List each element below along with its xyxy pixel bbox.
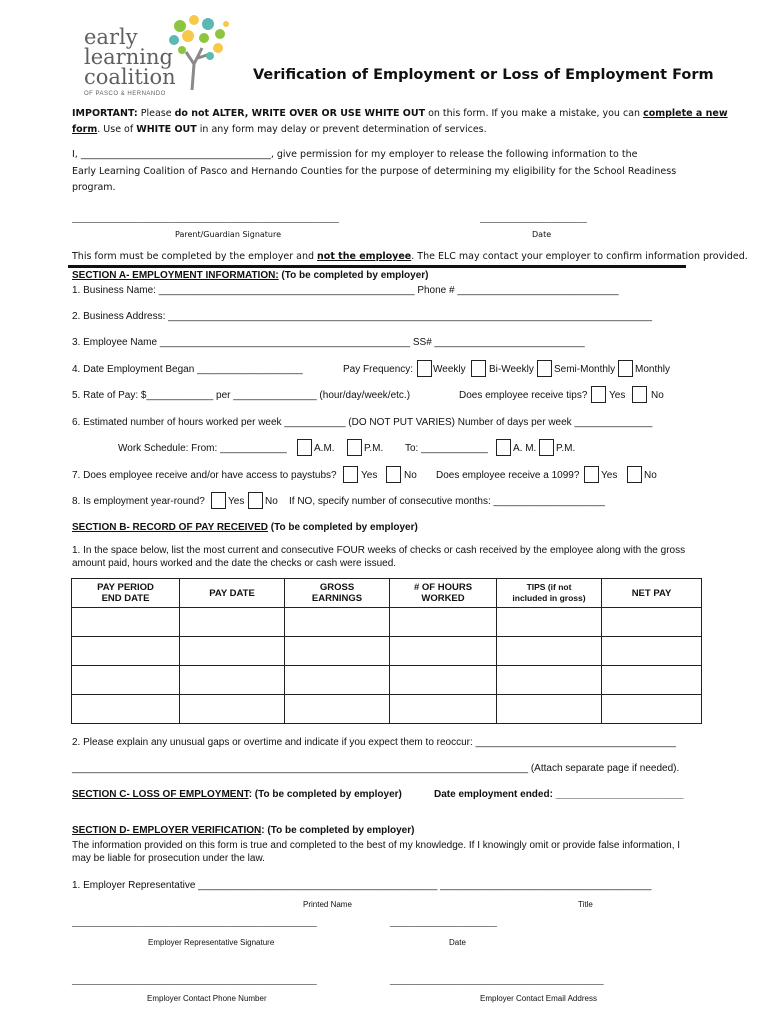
biweekly-checkbox[interactable] xyxy=(471,360,486,377)
table-cell[interactable] xyxy=(390,608,497,637)
year-round-yes-checkbox[interactable] xyxy=(211,492,226,509)
table-cell[interactable] xyxy=(72,637,180,666)
text: : (To be completed by employer) xyxy=(261,825,415,836)
text: (To be completed by employer) xyxy=(278,270,429,281)
table-cell[interactable] xyxy=(285,637,390,666)
text: SECTION B- RECORD OF PAY RECEIVED xyxy=(72,522,268,533)
parent-date-line[interactable]: ________________________ xyxy=(480,214,587,223)
section-b-instruction-1: 1. In the space below, list the most current and consecutive FOUR weeks of checks or cash received by the employee along with the gross xyxy=(72,545,686,556)
table-cell[interactable] xyxy=(285,608,390,637)
phone-label: Employer Contact Phone Number xyxy=(147,994,267,1003)
text: EARNINGS xyxy=(311,593,363,604)
text: GROSS xyxy=(319,582,355,593)
email-label: Employer Contact Email Address xyxy=(480,994,597,1003)
text: on this form. If you make a mistake, you can xyxy=(425,108,644,119)
rate-of-pay-field[interactable]: 5. Rate of Pay: $____________ per _______________ (hour/day/week/etc.) xyxy=(72,390,411,401)
text: included in gross) xyxy=(512,593,586,603)
schedule-to-field[interactable]: To: ____________ xyxy=(405,443,488,454)
paystubs-yes-checkbox[interactable] xyxy=(343,466,358,483)
table-cell[interactable] xyxy=(497,695,602,724)
text: not the employee xyxy=(317,251,412,262)
hours-per-week-field[interactable]: 6. Estimated number of hours worked per week ___________ (DO NOT PUT VARIES) Number of days per week ______________ xyxy=(72,417,653,428)
printed-name-label: Printed Name xyxy=(303,900,352,909)
text: END DATE xyxy=(101,593,150,604)
table-header-row xyxy=(72,579,702,608)
important-label: IMPORTANT: xyxy=(72,108,138,119)
employer-note xyxy=(72,251,748,262)
unusual-gaps-field-2[interactable]: __________________________________________________________________________________ (Attach separate page if needed). xyxy=(72,763,680,774)
schedule-from-field[interactable]: Work Schedule: From: ____________ xyxy=(118,443,287,454)
col-net-pay xyxy=(602,579,702,608)
rep-date-label: Date xyxy=(449,938,466,947)
from-pm-label: P.M. xyxy=(364,443,384,454)
logo-word-coalition: coalition xyxy=(84,65,176,89)
year-round-yes-label: Yes xyxy=(228,496,245,507)
table-cell[interactable] xyxy=(497,637,602,666)
table-cell[interactable] xyxy=(497,666,602,695)
text: do not ALTER, WRITE OVER OR USE WHITE OUT xyxy=(174,108,426,119)
important-line-1 xyxy=(72,108,728,119)
consecutive-months-field[interactable]: If NO, specify number of consecutive months: ____________________ xyxy=(289,496,605,507)
section-c-heading xyxy=(72,789,402,800)
from-pm-checkbox[interactable] xyxy=(347,439,362,456)
text: SECTION C- LOSS OF EMPLOYMENT xyxy=(72,789,249,800)
section-b-instruction-2: amount paid, hours worked and the date the checks or cash were issued. xyxy=(72,558,397,569)
text: Please xyxy=(140,108,175,119)
table-cell[interactable] xyxy=(602,695,702,724)
table-cell[interactable] xyxy=(72,695,180,724)
tips-yes-checkbox[interactable] xyxy=(591,386,606,403)
business-address-field[interactable]: 2. Business Address: _______________________________________________________________________________________ xyxy=(72,311,653,322)
tree-icon xyxy=(158,12,238,92)
text: WHITE OUT xyxy=(136,124,197,135)
parent-signature-label: Parent/Guardian Signature xyxy=(175,230,282,239)
col-gross-earnings xyxy=(285,579,390,608)
text: : (To be completed by employer) xyxy=(248,789,402,800)
col-hours-worked xyxy=(390,579,497,608)
table-cell[interactable] xyxy=(285,695,390,724)
to-pm-label: P.M. xyxy=(556,443,576,454)
verification-text-1: The information provided on this form is true and completed to the best of my knowledge. If I knowingly omit or provide false information, I xyxy=(72,840,681,851)
table-row xyxy=(72,637,702,666)
unusual-gaps-field[interactable]: 2. Please explain any unusual gaps or overtime and indicate if you expect them to reoccur: ____________________________________ xyxy=(72,737,676,748)
weekly-checkbox[interactable] xyxy=(417,360,432,377)
tips-no-checkbox[interactable] xyxy=(632,386,647,403)
col-pay-date xyxy=(180,579,285,608)
text: This form must be completed by the employer and xyxy=(72,251,318,262)
pay-frequency-label: Pay Frequency: xyxy=(343,364,414,375)
divider xyxy=(68,265,686,268)
rep-signature-line[interactable]: _______________________________________________________ xyxy=(72,918,317,927)
date-employment-began-field[interactable]: 4. Date Employment Began ___________________ xyxy=(72,364,303,375)
table-cell[interactable] xyxy=(72,666,180,695)
paystubs-question: 7. Does employee receive and/or have access to paystubs? xyxy=(72,470,337,481)
table-cell[interactable] xyxy=(602,666,702,695)
parent-signature-line[interactable]: ____________________________________________________________ xyxy=(72,214,339,223)
rep-date-line[interactable]: ________________________ xyxy=(390,918,497,927)
text: SECTION D- EMPLOYER VERIFICATION xyxy=(72,825,262,836)
to-pm-checkbox[interactable] xyxy=(539,439,554,456)
table-cell[interactable] xyxy=(390,666,497,695)
page-title: Verification of Employment or Loss of Employment Form xyxy=(253,67,714,83)
1099-no-checkbox[interactable] xyxy=(627,466,642,483)
paystubs-no-checkbox[interactable] xyxy=(386,466,401,483)
text: PAY PERIOD xyxy=(97,582,154,593)
text: NET PAY xyxy=(631,587,672,599)
text: complete a new xyxy=(643,108,728,119)
title-label: Title xyxy=(578,900,593,909)
1099-question: Does employee receive a 1099? xyxy=(436,470,580,481)
tips-no-label: No xyxy=(651,390,664,401)
semimonthly-checkbox[interactable] xyxy=(537,360,552,377)
to-am-checkbox[interactable] xyxy=(496,439,511,456)
1099-no-label: No xyxy=(644,470,657,481)
logo-word-early: early xyxy=(84,25,138,49)
year-round-no-label: No xyxy=(265,496,278,507)
logo-word-learning: learning xyxy=(84,45,173,69)
employee-name-field[interactable]: 3. Employee Name _____________________________________________ SS# ___________________________ xyxy=(72,337,585,348)
table-cell[interactable] xyxy=(390,637,497,666)
table-row xyxy=(72,695,702,724)
table-cell[interactable] xyxy=(180,666,285,695)
permission-line-2: Early Learning Coalition of Pasco and Hernando Counties for the purpose of determining my eligibility for the School Readiness xyxy=(72,166,677,177)
table-cell[interactable] xyxy=(602,637,702,666)
col-tips xyxy=(497,579,602,608)
text: . Use of xyxy=(97,124,137,135)
table-row xyxy=(72,608,702,637)
logo-subtitle: OF PASCO & HERNANDO xyxy=(84,91,166,97)
important-line-2 xyxy=(72,124,487,135)
verification-text-2: may be liable for prosecution under the law. xyxy=(72,853,265,864)
section-d-heading xyxy=(72,825,414,836)
text: (To be completed by employer) xyxy=(267,522,418,533)
table-cell[interactable] xyxy=(180,637,285,666)
text: SECTION A- EMPLOYMENT INFORMATION: xyxy=(72,270,279,281)
section-a-heading xyxy=(72,270,429,281)
from-am-label: A.M. xyxy=(314,443,335,454)
text: TIPS (if not xyxy=(526,582,572,592)
parent-date-label: Date xyxy=(532,230,552,239)
permission-line-3: program. xyxy=(72,182,116,193)
table-cell[interactable] xyxy=(390,695,497,724)
tips-question: Does employee receive tips? xyxy=(459,390,588,401)
table-cell[interactable] xyxy=(180,695,285,724)
1099-yes-checkbox[interactable] xyxy=(584,466,599,483)
tips-yes-label: Yes xyxy=(609,390,626,401)
1099-yes-label: Yes xyxy=(601,470,618,481)
phone-line[interactable]: _______________________________________________________ xyxy=(72,976,317,985)
to-am-label: A. M. xyxy=(513,443,537,454)
paystubs-no-label: No xyxy=(404,470,417,481)
permission-line-1: I, ________________________________________, give permission for my employer to release the following information to the xyxy=(72,149,638,160)
email-line[interactable]: ________________________________________________ xyxy=(390,976,604,985)
text: . The ELC may contact your employer to confirm information provided. xyxy=(411,251,748,262)
from-am-checkbox[interactable] xyxy=(297,439,312,456)
date-employment-ended-field[interactable]: Date employment ended: _______________________ xyxy=(434,789,684,800)
table-cell[interactable] xyxy=(497,608,602,637)
biweekly-label: Bi-Weekly xyxy=(489,364,534,375)
table-cell[interactable] xyxy=(180,608,285,637)
monthly-checkbox[interactable] xyxy=(618,360,633,377)
col-pay-period-end-date xyxy=(72,579,180,608)
section-b-heading xyxy=(72,522,418,533)
pay-record-table xyxy=(71,578,702,724)
text: PAY DATE xyxy=(209,587,255,599)
text: WORKED xyxy=(421,593,465,604)
rep-signature-label: Employer Representative Signature xyxy=(148,938,275,947)
table-cell[interactable] xyxy=(602,608,702,637)
text: # OF HOURS xyxy=(413,582,473,593)
year-round-no-checkbox[interactable] xyxy=(248,492,263,509)
table-cell[interactable] xyxy=(285,666,390,695)
monthly-label: Monthly xyxy=(635,364,671,375)
employer-representative-field[interactable]: 1. Employer Representative ___________________________________________ ______________________________________ xyxy=(72,880,652,891)
year-round-question: 8. Is employment year-round? xyxy=(72,496,205,507)
paystubs-yes-label: Yes xyxy=(361,470,378,481)
table-row xyxy=(72,666,702,695)
text: form xyxy=(72,124,98,135)
semimonthly-label: Semi-Monthly xyxy=(554,364,616,375)
weekly-label: Weekly xyxy=(433,364,466,375)
text: in any form may delay or prevent determination of services. xyxy=(196,124,487,135)
business-name-field[interactable]: 1. Business Name: ______________________________________________ Phone # _____________________________ xyxy=(72,285,619,296)
table-cell[interactable] xyxy=(72,608,180,637)
